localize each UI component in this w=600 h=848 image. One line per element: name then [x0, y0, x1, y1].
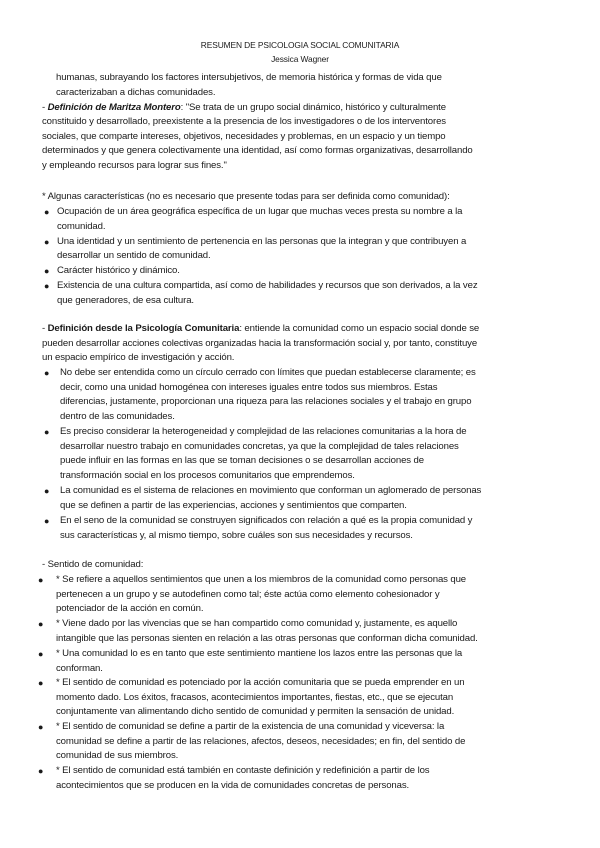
list-item: Ocupación de un área geográfica específica de un lugar que muchas veces presta su nombre a la — [57, 206, 463, 217]
bullet-icon: ● — [44, 427, 50, 437]
caracteristicas-heading: * Algunas características (no es necesario que presente todas para ser definida como comunidad): — [42, 191, 450, 202]
list-item: acontecimientos que se producen en la vida de comunidades concretas de personas. — [56, 779, 410, 791]
bullet-icon: ● — [38, 766, 44, 776]
bullet-icon: ● — [44, 207, 50, 217]
psicologia-line: pueden desarrollar acciones colectivas organizadas hacia la transformación social y, por tanto, constituye — [42, 337, 478, 349]
montero-line: y empleando recursos para lograr sus fines." — [42, 159, 227, 171]
list-item: sus características y, al mismo tiempo, sobre cuáles son sus necesidades y recursos. — [60, 529, 413, 541]
list-item: comunidad. — [57, 220, 106, 232]
bullet-icon: ● — [44, 486, 50, 496]
sentido-heading: - Sentido de comunidad: — [42, 559, 144, 570]
psicologia-text: : entiende la comunidad como un espacio social donde se — [239, 323, 480, 334]
list-item: En el seno de la comunidad se construyen significados con relación a qué es la propia comunidad y — [60, 515, 473, 526]
list-item: desarrollar un sentido de comunidad. — [57, 250, 211, 262]
bullet-icon: ● — [44, 516, 50, 526]
list-item: decir, como una unidad homogénea con intereses iguales entre todos sus miembros. Estas — [60, 381, 438, 393]
psicologia-definition-line — [42, 322, 479, 337]
bullet-icon: ● — [44, 266, 50, 276]
list-item: Existencia de una cultura compartida, así como de habilidades y recursos que son derivados, a la vez — [57, 280, 478, 291]
bullet-icon: ● — [38, 649, 44, 659]
list-item: dentro de las comunidades. — [60, 410, 175, 422]
intro-line: humanas, subrayando los factores intersubjetivos, de memoria histórica y formas de vida que — [56, 72, 442, 83]
list-item: * El sentido de comunidad está también en contaste definición y redefinición a partir de los — [56, 765, 430, 776]
list-item: conforman. — [56, 662, 103, 674]
montero-line: determinados y que genera colectivamente una identidad, así como formas organizativas, desarrollando — [42, 145, 473, 157]
list-item: La comunidad es el sistema de relaciones en movimiento que conforman un aglomerado de personas — [60, 485, 482, 496]
montero-lead: - — [42, 101, 48, 113]
list-item: conjuntamente van alimentando dicho sentido de comunidad y permiten la sensación de unidad. — [56, 706, 455, 718]
list-item: Carácter histórico y dinámico. — [57, 265, 180, 276]
list-item: * Viene dado por las vivencias que se han compartido como comunidad y, justamente, es aquello — [56, 618, 458, 629]
document-title: RESUMEN DE PSICOLOGIA SOCIAL COMUNITARIA — [200, 40, 400, 50]
bullet-icon: ● — [44, 281, 50, 291]
list-item: diferencias, justamente, proporcionan una riqueza para las relaciones sociales y el trabajo en grupo — [60, 396, 472, 408]
list-item: comunidad se define a partir de las relaciones, afectos, deseos, necesidades; en fin, del sentido de — [56, 735, 466, 747]
list-item: * Se refiere a aquellos sentimientos que unen a los miembros de la comunidad como personas que — [56, 574, 467, 585]
list-item: Una identidad y un sentimiento de pertenencia en las personas que la integran y que contribuyen a — [57, 235, 467, 247]
document-author: Jessica Wagner — [271, 54, 329, 64]
bullet-icon: ● — [38, 619, 44, 629]
list-item: que se definen a partir de las experiencias, acciones y sentimientos que comparten. — [60, 499, 407, 511]
list-item: * El sentido de comunidad es potenciado por la acción comunitaria que se pueda emprender en un — [56, 677, 465, 688]
montero-text: : "Se trata de un grupo social dinámico, histórico y culturalmente — [180, 101, 446, 113]
list-item: intangible que las personas sienten en relación a las otras personas que conforman dicha comunidad. — [56, 632, 478, 644]
bullet-icon: ● — [44, 236, 50, 247]
bullet-icon: ● — [38, 575, 44, 585]
psicologia-line: un espacio empírico de investigación y acción. — [42, 352, 235, 364]
psicologia-lead: - — [42, 323, 48, 334]
montero-line: sociales, que comparte intereses, objetivos, necesidades y problemas, en un espacio y un tiempo — [42, 130, 446, 142]
montero-term: Definición de Maritza Montero — [47, 101, 181, 113]
list-item: * Una comunidad lo es en tanto que este sentimiento mantiene los lazos entre las personas que la — [56, 648, 463, 659]
bullet-icon: ● — [38, 678, 44, 688]
list-item: pertenecen a un grupo y se autodefinen como tal; éste actúa como elemento cohesionador y — [56, 588, 440, 600]
bullet-icon: ● — [44, 368, 50, 378]
intro-line: caracterizaban a dichas comunidades. — [56, 86, 216, 98]
bullet-icon: ● — [38, 722, 44, 732]
psicologia-term: Definición desde la Psicología Comunitaria — [47, 323, 240, 334]
list-item: No debe ser entendida como un círculo cerrado con límites que puedan establecerse claramente; es — [60, 367, 476, 378]
montero-line: constituido y desarrollado, preexistente a la presencia de los investigadores o de los interventores — [42, 116, 446, 128]
list-item: * El sentido de comunidad se define a partir de la existencia de una comunidad y viceversa: la — [56, 721, 445, 732]
list-item: desarrollar nuestro trabajo en comunidades concretas, ya que la complejidad de tales relaciones — [60, 440, 459, 452]
montero-definition-line — [42, 101, 446, 116]
list-item: que generadores, de esa cultura. — [57, 294, 194, 306]
list-item: potenciador de la acción en común. — [56, 603, 204, 615]
list-item: Es preciso considerar la heterogeneidad y complejidad de las relaciones comunitarias a la hora de — [60, 426, 467, 437]
list-item: comunidad de sus miembros. — [56, 750, 179, 762]
list-item: puede influir en las formas en las que se toman decisiones o se desarrollan acciones de — [60, 455, 424, 467]
list-item: momento dado. Los éxitos, fracasos, acontecimientos importantes, fiestas, etc., que se ejecutan — [56, 691, 454, 703]
list-item: transformación social en los procesos comunitarios que emprendemos. — [60, 469, 355, 481]
